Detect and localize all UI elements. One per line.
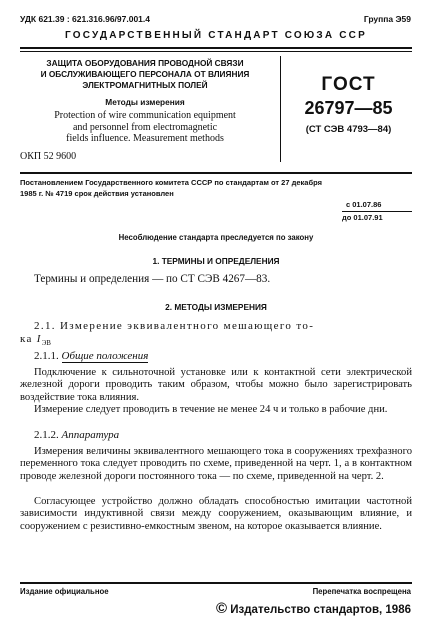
title-ru-line-1: ЗАЩИТА ОБОРУДОВАНИЯ ПРОВОДНОЙ СВЯЗИ — [46, 58, 244, 68]
udk-code: УДК 621.39 : 621.316.96/97.001.4 — [20, 14, 151, 24]
decree-text — [20, 178, 412, 199]
clause-2-1-prefix: ка — [20, 333, 37, 345]
gost-label: ГОСТ — [321, 74, 376, 95]
title-en — [20, 110, 270, 145]
clause-2-1-2-heading — [34, 429, 119, 441]
paragraph-matching-device: Согласующее устройство должно обладать способностью имитации частотной зависимости индуктивной связи между сооружением, оказывающим влияние, и сооружением с резистивно-емкостным звеном, на которое оказывается влияние. — [20, 496, 412, 532]
title-en-line-2: and personnel from electromagnetic — [72, 121, 218, 133]
top-rule-thick — [20, 47, 412, 49]
legal-notice: Несоблюдение стандарта преследуется по закону — [118, 233, 314, 242]
subtitle-ru: Методы измерения — [105, 97, 185, 107]
date-underline — [342, 211, 412, 212]
decree-line-2: 1985 г. № 4719 срок действия установлен — [20, 188, 174, 198]
clause-2-1-1-number: 2.1.1. — [34, 350, 59, 362]
footer-rule — [20, 582, 412, 584]
title-en-line-3: fields influence. Measurement methods — [66, 133, 224, 145]
gost-number: 26797—85 — [304, 98, 393, 118]
clause-2-1-heading: 2.1. Измерение эквивалентного мешающего то- — [34, 320, 315, 332]
decree-line-1: Постановлением Государственного комитета СССР по стандартам от 27 декабря — [20, 178, 322, 187]
current-subscript: ЭВ — [41, 339, 51, 348]
current-symbol: I — [36, 333, 42, 345]
effective-from-date: с 01.07.86 — [346, 200, 382, 209]
copyright-line — [216, 600, 411, 617]
title-ru-line-3: ЭЛЕКТРОМАГНИТНЫХ ПОЛЕЙ — [82, 80, 208, 90]
official-edition: Издание официальное — [20, 587, 109, 596]
copyright-icon: © — [216, 600, 228, 617]
top-rule-thin — [20, 51, 412, 52]
clause-2-1-2-title: Аппаратура — [61, 429, 120, 441]
vertical-divider — [280, 56, 281, 162]
clause-2-1-1-title: Общие положения — [61, 350, 149, 362]
section-1-title: 1. ТЕРМИНЫ И ОПРЕДЕЛЕНИЯ — [152, 256, 280, 266]
okp-code: ОКП 52 9600 — [20, 151, 77, 162]
section-1-text: Термины и определения — по СТ СЭВ 4267—83. — [34, 273, 271, 285]
effective-to-date: до 01.07.91 — [342, 213, 383, 222]
paragraph-connection: Подключение к сильноточной установке или к контактной сети электрической железной дороги проводить таким образом, чтобы можно было зарегистрировать воздействие тока влияния. — [20, 367, 412, 403]
clause-2-1-1-heading — [34, 350, 148, 362]
st-sev-code: (СТ СЭВ 4793—84) — [305, 124, 392, 135]
title-en-line-1: Protection of wire communication equipment — [54, 110, 236, 121]
clause-2-1-heading-cont — [20, 333, 51, 347]
reprint-prohibited: Перепечатка воспрещена — [312, 587, 411, 596]
paragraph-measurements: Измерения величины эквивалентного мешающего тока в сооружениях трехфазного переменного тока следует проводить по схеме, приведенной на черт. 1, а в контактном проводе железной дороги постоянного тока — по схеме, приведенной на черт. 2. — [20, 446, 412, 482]
mid-rule — [20, 172, 412, 174]
title-ru — [20, 58, 270, 91]
standard-banner: ГОСУДАРСТВЕННЫЙ СТАНДАРТ СОЮЗА ССР — [65, 30, 367, 41]
section-2-title: 2. МЕТОДЫ ИЗМЕРЕНИЯ — [165, 302, 267, 312]
paragraph-duration: Измерение следует проводить в течение не менее 24 ч и только в рабочие дни. — [34, 404, 388, 415]
clause-2-1-2-number: 2.1.2. — [34, 429, 59, 441]
group-code: Группа Э59 — [363, 14, 411, 24]
publisher: Издательство стандартов, 1986 — [230, 604, 411, 616]
title-ru-line-2: И ОБСЛУЖИВАЮЩЕГО ПЕРСОНАЛА ОТ ВЛИЯНИЯ — [40, 69, 250, 79]
